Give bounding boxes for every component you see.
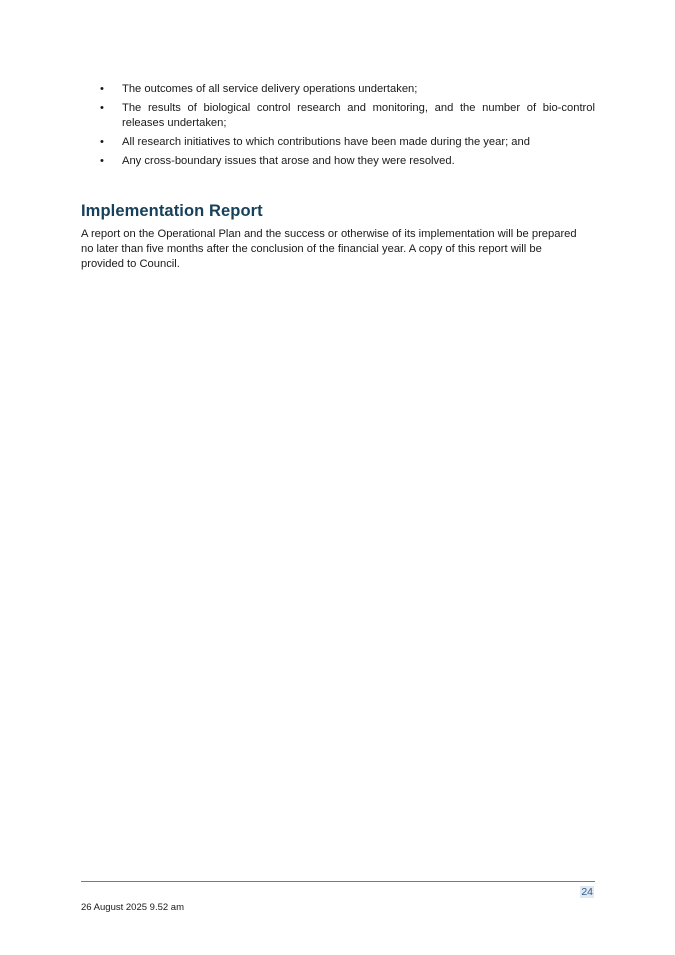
list-item [100,101,595,131]
list-item-text: All research initiatives to which contributions have been made during the year; and [122,136,530,148]
section-heading: Implementation Report [81,202,263,220]
bullet-icon: • [100,83,104,95]
footer-timestamp: 26 August 2025 9.52 am [81,902,184,913]
list-item-text: The results of biological control research and monitoring, and the number of bio-control releases undertaken; [122,102,595,129]
page-number: 24 [581,886,593,898]
bullet-list [100,82,595,173]
list-item [100,135,595,150]
list-item-text: The outcomes of all service delivery operations undertaken; [122,83,418,95]
section-body: A report on the Operational Plan and the success or otherwise of its implementation will be prepared no later than five months after the conclusion of the financial year. A copy of this report will be provided to Council. [81,228,577,270]
footer-divider [81,881,595,882]
bullet-icon: • [100,155,104,167]
bullet-icon: • [100,102,104,114]
bullet-icon: • [100,136,104,148]
list-item-text: Any cross-boundary issues that arose and how they were resolved. [122,155,455,167]
list-item [100,154,595,169]
list-item [100,82,595,97]
